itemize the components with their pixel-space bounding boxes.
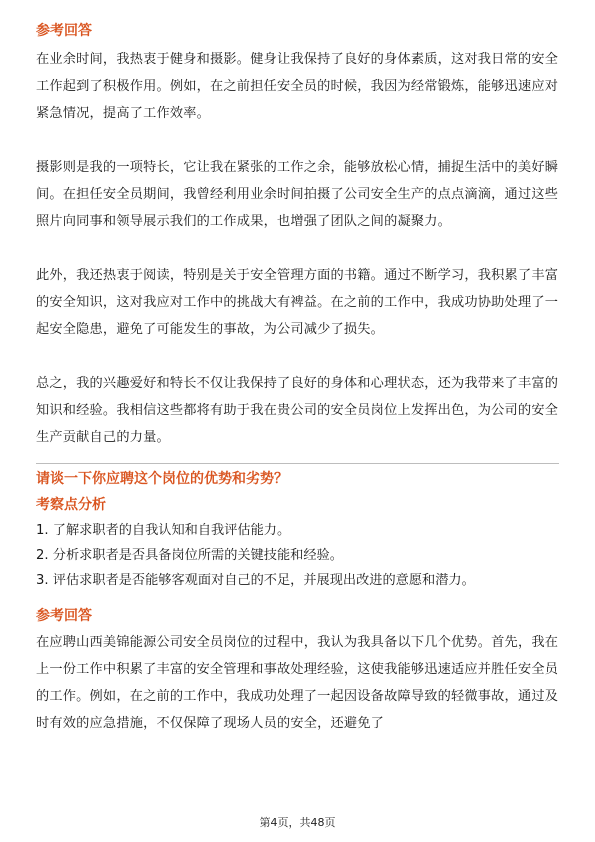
reference-answer-heading-2: 参考回答 xyxy=(36,608,92,624)
analysis-item: 3. 评估求职者是否能够客观面对自己的不足，并展现出改进的意愿和潜力。 xyxy=(36,573,475,588)
section-divider xyxy=(36,463,559,464)
analysis-heading: 考察点分析 xyxy=(36,497,106,513)
answer-paragraph-5: 在应聘山西美锦能源公司安全员岗位的过程中，我认为我具备以下几个优势。首先，我在上一份工作中积累了丰富的安全管理和事故处理经验，这使我能够迅速适应并胜任安全员的工作。例如，在之前的工作中，我成功处理了一起因设备故障导致的轻微事故，通过及时有效的应急措施，不仅保障了现场人员的安全，还避免了 xyxy=(36,635,559,731)
answer-paragraph-4: 总之，我的兴趣爱好和特长不仅让我保持了良好的身体和心理状态，还为我带来了丰富的知识和经验。我相信这些都将有助于我在贵公司的安全员岗位上发挥出色，为公司的安全生产贡献自己的力量。 xyxy=(36,376,559,445)
interview-question: 请谈一下你应聘这个岗位的优势和劣势？ xyxy=(36,471,288,487)
document-page xyxy=(36,22,559,737)
page-number: 第4页，共48页 xyxy=(259,816,336,829)
analysis-item: 2. 分析求职者是否具备岗位所需的关键技能和经验。 xyxy=(36,548,343,563)
answer-paragraph-1: 在业余时间，我热衷于健身和摄影。健身让我保持了良好的身体素质，这对我日常的安全工作起到了积极作用。例如，在之前担任安全员的时候，我因为经常锻炼，能够迅速应对紧急情况，提高了工作效率。 xyxy=(36,52,559,121)
answer-paragraph-3: 此外，我还热衷于阅读，特别是关于安全管理方面的书籍。通过不断学习，我积累了丰富的安全知识，这对我应对工作中的挑战大有裨益。在之前的工作中，我成功协助处理了一起安全隐患，避免了可能发生的事故，为公司减少了损失。 xyxy=(36,268,559,337)
analysis-item: 1. 了解求职者的自我认知和自我评估能力。 xyxy=(36,523,291,538)
answer-paragraph-2: 摄影则是我的一项特长，它让我在紧张的工作之余，能够放松心情，捕捉生活中的美好瞬间。在担任安全员期间，我曾经利用业余时间拍摄了公司安全生产的点点滴滴，通过这些照片向同事和领导展示我们的工作成果，也增强了团队之间的凝聚力。 xyxy=(36,160,559,229)
reference-answer-heading: 参考回答 xyxy=(36,23,92,39)
